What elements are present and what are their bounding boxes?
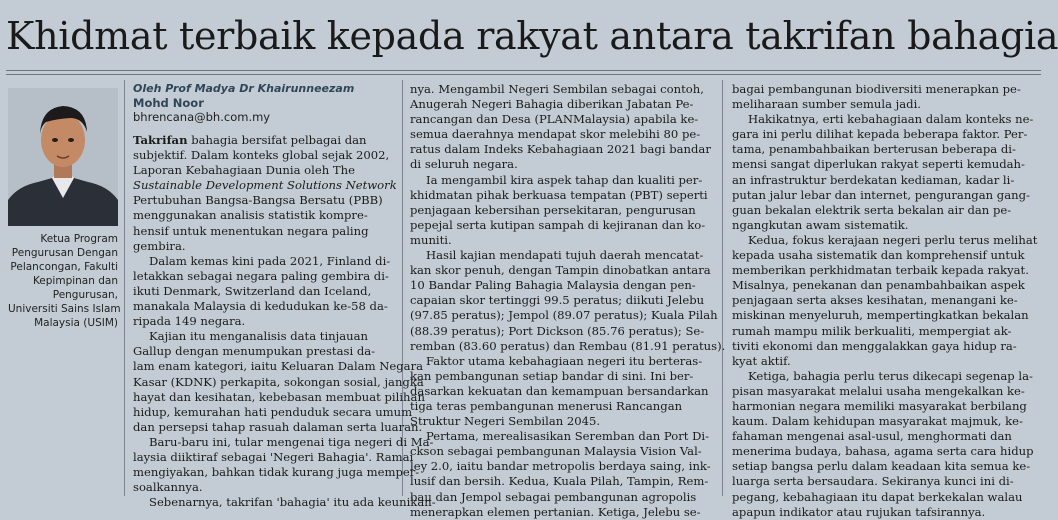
- caption-line: Malaysia (USIM): [34, 317, 118, 329]
- text-line: subjektif. Dalam konteks global sejak 2002,: [133, 148, 390, 163]
- text-line: Sebenarnya, takrifan 'bahagia' itu ada keunikan-: [149, 495, 436, 510]
- caption-line: Pelancongan, Fakulti: [10, 261, 118, 273]
- text-line: hensif untuk menentukan negara paling: [133, 223, 369, 238]
- text-line: Misalnya, penekanan dan penambahbaikan aspek: [732, 278, 1025, 293]
- text-line: kyat aktif.: [732, 353, 791, 368]
- author-email[interactable]: bhrencana@bh.com.my: [133, 110, 271, 124]
- text-line: rancangan dan Desa (PLANMalaysia) apabila ke-: [410, 112, 699, 127]
- column-divider: [124, 80, 125, 496]
- text-line: nya. Mengambil Negeri Sembilan sebagai contoh,: [410, 82, 704, 96]
- text-line: muniti.: [410, 232, 452, 247]
- text-segment: Laporan Kebahagiaan Dunia oleh The: [133, 163, 355, 178]
- text-line: dasarkan kekuatan dan kemampuan bersandarkan: [410, 383, 709, 398]
- text-line: (88.39 peratus); Port Dickson (85.76 peratus); Se-: [410, 323, 705, 338]
- text-line: pegang, kebahagiaan itu dapat berkekalan walau: [732, 489, 1023, 504]
- text-line: apapun indikator atau rujukan tafsirannya.: [732, 504, 986, 519]
- text-line: menerima budaya, bahasa, agama serta cara hidup: [732, 444, 1034, 459]
- text-line: Struktur Negeri Sembilan 2045.: [410, 414, 601, 429]
- text-line: lusif dan bersih. Kedua, Kuala Pilah, Tampin, Rem-: [410, 474, 709, 489]
- text-line: tama, penambahbaikan berterusan beberapa di-: [732, 142, 1016, 157]
- text-line: mensi sangat diperlukan rakyat seperti kemudah-: [732, 157, 1025, 172]
- text-line: Dalam kemas kini pada 2021, Finland di-: [149, 253, 391, 268]
- text-line: menggunakan analisis statistik kompre-: [133, 208, 368, 223]
- text-line: kan pembangunan setiap bandar di sini. Ini ber-: [410, 368, 694, 383]
- text-line: khidmatan pihak berkuasa tempatan (PBT) seperti: [410, 187, 708, 202]
- text-line: meliharaan sumber semula jadi.: [732, 97, 921, 112]
- text-line: (97.85 peratus); Jempol (89.07 peratus); Kuala Pilah: [410, 308, 718, 323]
- caption-line: Pengurusan,: [52, 289, 118, 301]
- text-line: Hakikatnya, erti kebahagiaan dalam konteks ne-: [748, 112, 1034, 127]
- text-line: 10 Bandar Paling Bahagia Malaysia dengan pen-: [410, 278, 696, 293]
- headline: Khidmat terbaik kepada rakyat antara takrifan bahagia: [6, 14, 1058, 58]
- paragraph-line: [133, 133, 395, 148]
- text-line: miskinan menyeluruh, mempertingkatkan bekalan: [732, 308, 1029, 323]
- text-line: hidup, kemurahan hati penduduk secara umum: [133, 404, 413, 419]
- text-line: kaum. Dalam kehidupan masyarakat majmuk, ke-: [732, 414, 1023, 429]
- text-line: ngangkutan awam sistematik.: [732, 217, 909, 232]
- text-line: dan persepsi tahap rasuah dalaman serta luaran.: [133, 419, 423, 434]
- text-line: laysia diiktiraf sebagai 'Negeri Bahagia'. Ramai: [133, 449, 414, 464]
- text-line: Gallup dengan menumpukan prestasi da-: [133, 344, 376, 359]
- text-line: memberikan perkhidmatan terbaik kepada rakyat.: [732, 263, 1029, 278]
- text-line: penjagaan serta akses kesihatan, menangani ke-: [732, 293, 1018, 308]
- text-line: Pertama, merealisasikan Seremban dan Port Di-: [426, 429, 710, 444]
- text-line: bau dan Jempol sebagai pembangunan agropolis: [410, 489, 697, 504]
- text-line: ripada 149 negara.: [133, 314, 246, 329]
- text-line: Faktor utama kebahagiaan negeri itu berteras-: [426, 353, 703, 368]
- author-photo: [8, 88, 118, 226]
- text-line: rumah mampu milik berkualiti, mempergiat ak-: [732, 323, 1012, 338]
- author-name: Mohd Noor: [133, 96, 204, 110]
- author-portrait-graphic: [8, 88, 118, 226]
- headline-rule-secondary: [6, 74, 1041, 75]
- text-line: semua daerahnya mendapat skor melebihi 80 pe-: [410, 127, 701, 142]
- text-line: lam enam kategori, iaitu Keluaran Dalam Negara: [133, 359, 424, 374]
- author-byline: Oleh Prof Madya Dr Khairunneezam: [133, 82, 355, 95]
- text-line: gembira.: [133, 238, 186, 253]
- text-line: letakkan sebagai negara paling gembira di-: [133, 268, 389, 283]
- text-line: soalkannya.: [133, 480, 203, 495]
- text-line: putan jalur lebar dan internet, pengurangan gang-: [732, 187, 1030, 202]
- article-column-2: [410, 82, 726, 519]
- text-line: harmonian negara memiliki masyarakat berbilang: [732, 398, 1027, 413]
- lead-rest: bahagia bersifat pelbagai dan: [187, 133, 367, 147]
- text-line: kan skor penuh, dengan Tampin dinobatkan antara: [410, 263, 711, 278]
- text-line: capaian skor tertinggi 99.5 peratus; diikuti Jelebu: [410, 293, 705, 308]
- text-line: penjagaan kebersihan persekitaran, pengurusan: [410, 202, 696, 217]
- text-line: tiviti ekonomi dan menggalakkan gaya hidup ra-: [732, 338, 1017, 353]
- text-line: kepada usaha sistematik dan komprehensif untuk: [732, 248, 1025, 263]
- text-line: pepejal serta kutipan sampah di kejiranan dan ko-: [410, 217, 706, 232]
- text-line: ikuti Denmark, Switzerland dan Iceland,: [133, 283, 372, 298]
- headline-rule: [6, 70, 1041, 71]
- text-line: mengiyakan, bahkan tidak kurang juga memper-: [133, 465, 420, 480]
- text-line: Pertubuhan Bangsa-Bangsa Bersatu (PBB): [133, 193, 383, 208]
- text-line: manakala Malaysia di kedudukan ke-58 da-: [133, 299, 388, 314]
- text-line: Kedua, fokus kerajaan negeri perlu terus melihat: [748, 232, 1038, 247]
- text-line: ratus dalam Indeks Kebahagiaan 2021 bagi bandar: [410, 142, 711, 157]
- text-line: tiga teras pembangunan menerusi Rancangan: [410, 398, 683, 413]
- text-line: bagai pembangunan biodiversiti menerapkan pe-: [732, 82, 1021, 96]
- text-line: guan bekalan elektrik serta bekalan air dan pe-: [732, 202, 1012, 217]
- author-caption: [8, 232, 121, 330]
- text-line: luarga serta bersaudara. Sekiranya kunci ini di-: [732, 474, 1014, 489]
- text-line: ley 2.0, iaitu bandar metropolis berdaya saing, ink-: [410, 459, 711, 474]
- caption-line: Kepimpinan dan: [32, 275, 118, 287]
- text-line: Ia mengambil kira aspek tahap dan kualiti per-: [426, 172, 703, 187]
- lead-word: Takrifan: [133, 133, 188, 147]
- text-line: Ketiga, bahagia perlu terus dikecapi segenap la-: [748, 368, 1033, 383]
- article-column-3: [732, 82, 1038, 519]
- text-line: hayat dan kesihatan, kebebasan membuat pilihan: [133, 389, 425, 404]
- column-divider: [722, 80, 723, 496]
- text-line: an infrastruktur berdekatan kediaman, kadar li-: [732, 172, 1015, 187]
- text-line: fahaman mengenai asal-usul, menghormati dan: [732, 429, 1012, 444]
- text-line: Baru-baru ini, tular mengenai tiga negeri di Ma-: [149, 434, 434, 449]
- text-line: pisan masyarakat melalui usaha mengekalkan ke-: [732, 383, 1025, 398]
- text-line: remban (83.60 peratus) dan Rembau (81.91 peratus).: [410, 338, 726, 353]
- text-line: di seluruh negara.: [410, 157, 518, 172]
- text-line: ckson sebagai pembangunan Malaysia Vision Val-: [410, 444, 702, 459]
- text-line: gara ini perlu dilihat kepada beberapa faktor. Per-: [732, 127, 1028, 142]
- text-line: Anugerah Negeri Bahagia diberikan Jabatan Pe-: [410, 97, 694, 112]
- caption-line: Pengurusan Dengan: [11, 247, 118, 259]
- caption-line: Universiti Sains Islam: [8, 303, 121, 315]
- text-line: Kajian itu menganalisis data tinjauan: [149, 329, 368, 344]
- text-line-italic: Sustainable Development Solutions Network: [133, 178, 397, 193]
- text-line: setiap bangsa perlu dalam keadaan kita semua ke-: [732, 459, 1031, 474]
- text-line: menerapkan elemen pertanian. Ketiga, Jelebu se-: [410, 504, 701, 519]
- text-line: [133, 163, 395, 178]
- text-line: Hasil kajian mendapati tujuh daerah mencatat-: [426, 248, 704, 263]
- text-line: Kasar (KDNK) perkapita, sokongan sosial, jangka: [133, 374, 424, 389]
- caption-line: Ketua Program: [40, 233, 118, 245]
